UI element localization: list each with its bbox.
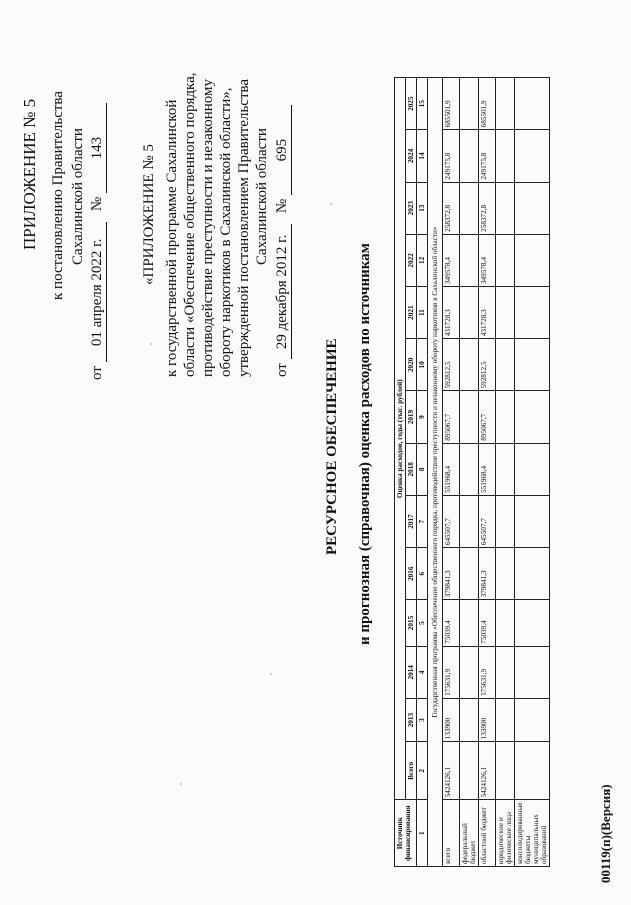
- row-value-cell: [496, 234, 515, 286]
- col-header-2019: 2019: [406, 391, 417, 443]
- row-value-cell: 895067,7: [479, 391, 496, 443]
- decree-no-sign: №: [89, 196, 105, 212]
- row-value-cell: [515, 78, 550, 130]
- program-date: 29 декабря 2012 г.: [273, 224, 292, 359]
- col-num: 11: [417, 287, 428, 339]
- col-num: 10: [417, 339, 428, 391]
- row-value-cell: 5424126,1: [443, 742, 460, 800]
- scan-speck: [270, 673, 272, 675]
- table-row: [479, 78, 496, 867]
- row-value-cell: 133900: [479, 698, 496, 741]
- row-value-cell: 175631,9: [479, 646, 496, 698]
- row-value-cell: 75039,4: [479, 600, 496, 646]
- program-line-3: противодействие преступности и незаконному: [200, 78, 216, 377]
- col-num: 5: [417, 600, 428, 646]
- row-value-cell: 349578,4: [443, 234, 460, 286]
- row-value-cell: [460, 495, 479, 547]
- col-num: 14: [417, 130, 428, 182]
- row-value-cell: 592812,5: [479, 339, 496, 391]
- row-value-cell: [460, 443, 479, 495]
- table-body: [443, 78, 550, 867]
- row-value-cell: 258372,8: [443, 182, 460, 234]
- row-value-cell: 645507,7: [443, 495, 460, 547]
- row-value-cell: 645507,7: [479, 495, 496, 547]
- resource-table: [394, 77, 550, 867]
- program-line-5: утвержденной постановлением Правительства: [236, 78, 252, 377]
- document-title: РЕСУРСНОЕ ОБЕСПЕЧЕНИЕ: [324, 338, 340, 555]
- row-value-cell: [496, 182, 515, 234]
- row-value-cell: [496, 600, 515, 646]
- row-source-cell: всего: [443, 800, 460, 867]
- row-value-cell: [460, 339, 479, 391]
- program-row: Государственная программа «Обеспечение общественного порядка, противодействие преступности и незаконному обороту наркотиков в Сахалинской области»: [428, 78, 443, 867]
- program-appendix-title: «ПРИЛОЖЕНИЕ № 5: [141, 144, 157, 285]
- row-value-cell: [496, 287, 515, 339]
- program-number: 695: [273, 105, 292, 195]
- row-source-cell: федеральный бюджет: [460, 800, 479, 867]
- source-header: Источник финансирования: [395, 800, 417, 867]
- row-value-cell: 5424126,1: [479, 742, 496, 800]
- col-num: 3: [417, 698, 428, 741]
- row-source-cell: консолидированные бюджеты муниципальных образований: [515, 800, 550, 867]
- program-line-1: к государственной программе Сахалинской: [164, 99, 180, 377]
- row-value-cell: [496, 548, 515, 600]
- row-value-cell: [515, 287, 550, 339]
- decree-number: 143: [88, 103, 107, 193]
- table-row: [496, 78, 515, 867]
- row-value-cell: [515, 548, 550, 600]
- col-header-2014: 2014: [406, 646, 417, 698]
- col-num: 9: [417, 391, 428, 443]
- row-value-cell: 895067,7: [443, 391, 460, 443]
- row-value-cell: 592812,5: [443, 339, 460, 391]
- estimate-header: Оценка расходов, годы (тыс. рублей): [395, 78, 406, 800]
- row-value-cell: [496, 742, 515, 800]
- row-value-cell: [515, 698, 550, 741]
- program-date-line: [273, 105, 292, 377]
- row-value-cell: [496, 391, 515, 443]
- col-header-2016: 2016: [406, 548, 417, 600]
- row-value-cell: [515, 391, 550, 443]
- row-value-cell: 175631,9: [443, 646, 460, 698]
- row-value-cell: [460, 130, 479, 182]
- col-header-2021: 2021: [406, 287, 417, 339]
- row-value-cell: [515, 234, 550, 286]
- row-value-cell: 258372,8: [479, 182, 496, 234]
- row-value-cell: [496, 646, 515, 698]
- col-header-2017: 2017: [406, 495, 417, 547]
- row-value-cell: [515, 339, 550, 391]
- col-num: 13: [417, 182, 428, 234]
- column-number-row: [417, 78, 428, 867]
- col-num: 12: [417, 234, 428, 286]
- col-num: 4: [417, 646, 428, 698]
- scan-speck: [330, 203, 332, 205]
- col-header-2024: 2024: [406, 130, 417, 182]
- row-source-cell: юридические и физические лица: [496, 800, 515, 867]
- row-value-cell: 551968,4: [443, 443, 460, 495]
- row-value-cell: 379841,3: [479, 548, 496, 600]
- row-value-cell: [515, 742, 550, 800]
- document-subtitle: и прогнозная (справочная) оценка расходов по источникам: [357, 243, 373, 645]
- col-num: 7: [417, 495, 428, 547]
- row-value-cell: [515, 182, 550, 234]
- row-value-cell: [515, 130, 550, 182]
- col-num: 6: [417, 548, 428, 600]
- row-value-cell: 349578,4: [479, 234, 496, 286]
- row-value-cell: [496, 130, 515, 182]
- row-value-cell: 75039,4: [443, 600, 460, 646]
- col-header-2015: 2015: [406, 600, 417, 646]
- table-row: [443, 78, 460, 867]
- row-value-cell: [515, 495, 550, 547]
- row-value-cell: 249175,8: [479, 130, 496, 182]
- row-value-cell: [460, 234, 479, 286]
- row-value-cell: [460, 742, 479, 800]
- footer-code: 00119(п)(Версия): [598, 784, 613, 883]
- col-num: 1: [417, 800, 428, 867]
- program-line-6: Сахалинской области: [254, 128, 270, 265]
- row-value-cell: [496, 443, 515, 495]
- decree-line-2: Сахалинской области: [70, 128, 86, 265]
- row-value-cell: [496, 495, 515, 547]
- row-value-cell: [460, 698, 479, 741]
- row-value-cell: [460, 287, 479, 339]
- row-value-cell: 431728,3: [479, 287, 496, 339]
- row-value-cell: 379841,3: [443, 548, 460, 600]
- col-num: 15: [417, 78, 428, 130]
- col-header-2025: 2025: [406, 78, 417, 130]
- decree-date-line: [88, 103, 107, 380]
- row-value-cell: [460, 600, 479, 646]
- row-value-cell: 685501,9: [479, 78, 496, 130]
- table-row: [515, 78, 550, 867]
- row-value-cell: [515, 646, 550, 698]
- program-from: от: [274, 363, 290, 377]
- program-line-4: обороту наркотиков в Сахалинской области»,: [218, 87, 234, 377]
- row-value-cell: [496, 698, 515, 741]
- row-value-cell: [460, 646, 479, 698]
- row-value-cell: 551968,4: [479, 443, 496, 495]
- col-header-2020: 2020: [406, 339, 417, 391]
- decree-date: 01 апреля 2022 г.: [88, 222, 107, 362]
- row-value-cell: 133900: [443, 698, 460, 741]
- col-header-total: Всего: [406, 742, 417, 800]
- row-value-cell: 431728,3: [443, 287, 460, 339]
- row-value-cell: [515, 443, 550, 495]
- decree-line-1: к постановлению Правительства: [50, 91, 66, 300]
- appendix-title: ПРИЛОЖЕНИЕ № 5: [20, 98, 39, 250]
- row-value-cell: [460, 182, 479, 234]
- col-header-2023: 2023: [406, 182, 417, 234]
- row-value-cell: [460, 78, 479, 130]
- row-value-cell: [460, 548, 479, 600]
- row-source-cell: областной бюджет: [479, 800, 496, 867]
- program-line-2: области «Обеспечение общественного порядка,: [182, 72, 198, 377]
- col-header-2022: 2022: [406, 234, 417, 286]
- scan-speck: [150, 343, 152, 345]
- row-value-cell: [496, 339, 515, 391]
- row-value-cell: [515, 600, 550, 646]
- program-no-sign: №: [274, 198, 290, 214]
- col-num: 2: [417, 742, 428, 800]
- row-value-cell: [460, 391, 479, 443]
- col-num: 8: [417, 443, 428, 495]
- decree-from: от: [89, 366, 105, 380]
- row-value-cell: 685501,9: [443, 78, 460, 130]
- scan-speck: [180, 783, 182, 785]
- col-header-2018: 2018: [406, 443, 417, 495]
- table-row: [460, 78, 479, 867]
- row-value-cell: 249175,8: [443, 130, 460, 182]
- row-value-cell: [496, 78, 515, 130]
- col-header-2013: 2013: [406, 698, 417, 741]
